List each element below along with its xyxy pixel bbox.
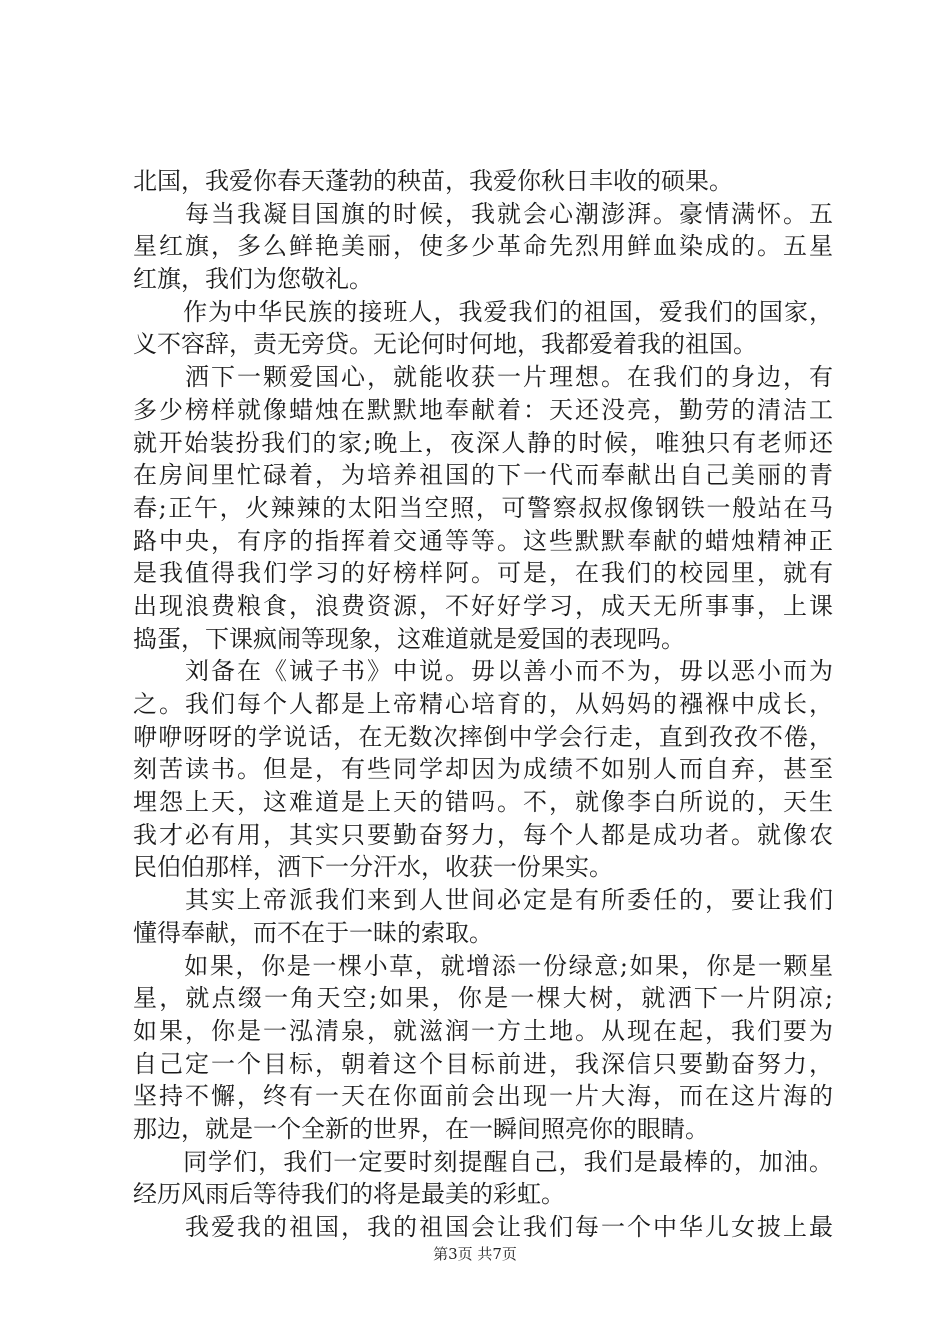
text-line: 我爱我的祖国，我的祖国会让我们每一个中华儿女披上最 [133, 1213, 833, 1241]
text-line: 春;正午，火辣辣的太阳当空照，可警察叔叔像钢铁一般站在马 [133, 493, 833, 522]
page-footer: 第3页 共7页 [433, 1245, 517, 1263]
text-line: 民伯伯那样，洒下一分汗水，收获一份果实。 [133, 853, 613, 882]
text-line: 坚持不懈，终有一天在你面前会出现一片大海，而在这片海的 [133, 1082, 833, 1111]
text-line: 洒下一颗爱国心，就能收获一片理想。在我们的身边，有 [133, 363, 833, 392]
text-line: 出现浪费粮食，浪费资源，不好好学习，成天无所事事，上课 [133, 591, 833, 620]
text-line: 北国，我爱你春天蓬勃的秧苗，我爱你秋日丰收的硕果。 [133, 167, 733, 195]
text-line: 作为中华民族的接班人，我爱我们的祖国，爱我们的国家， [133, 297, 833, 326]
text-line: 刻苦读书。但是，有些同学却因为成绩不如别人而自弃，甚至 [133, 755, 833, 784]
text-line: 捣蛋，下课疯闹等现象，这难道就是爱国的表现吗。 [133, 624, 685, 653]
text-line: 星红旗，多么鲜艳美丽，使多少革命先烈用鲜血染成的。五星 [133, 232, 833, 261]
text-line: 我才必有用，其实只要勤奋努力，每个人都是成功者。就像农 [133, 820, 833, 849]
text-line: 就开始装扮我们的家;晚上，夜深人静的时候，唯独只有老师还 [133, 428, 833, 457]
text-line: 在房间里忙碌着，为培养祖国的下一代而奉献出自己美丽的青 [133, 461, 833, 490]
text-line: 刘备在《诫子书》中说。毋以善小而不为，毋以恶小而为 [133, 657, 833, 686]
text-line: 是我值得我们学习的好榜样阿。可是，在我们的校园里，就有 [133, 559, 833, 588]
text-line: 每当我凝目国旗的时候，我就会心潮澎湃。豪情满怀。五 [133, 199, 833, 228]
text-line: 如果，你是一棵小草，就增添一份绿意;如果，你是一颗星 [133, 951, 833, 980]
text-line: 懂得奉献，而不在于一昧的索取。 [133, 918, 493, 947]
document-body [133, 165, 833, 1244]
text-line: 经历风雨后等待我们的将是最美的彩虹。 [133, 1180, 565, 1209]
text-line: 同学们，我们一定要时刻提醒自己，我们是最棒的，加油。 [133, 1147, 833, 1176]
text-line: 其实上帝派我们来到人世间必定是有所委任的，要让我们 [133, 886, 833, 915]
text-line: 那边，就是一个全新的世界，在一瞬间照亮你的眼睛。 [133, 1114, 709, 1143]
text-line: 埋怨上天，这难道是上天的错吗。不，就像李白所说的，天生 [133, 788, 833, 817]
text-line: 星，就点缀一角天空;如果，你是一棵大树，就洒下一片阴凉; [133, 984, 833, 1013]
text-line: 咿咿呀呀的学说话，在无数次摔倒中学会行走，直到孜孜不倦， [133, 722, 833, 751]
text-line: 多少榜样就像蜡烛在默默地奉献着：天还没亮，勤劳的清洁工 [133, 395, 833, 424]
text-line: 路中央，有序的指挥着交通等等。这些默默奉献的蜡烛精神正 [133, 526, 833, 555]
text-line: 如果，你是一泓清泉，就滋润一方土地。从现在起，我们要为 [133, 1016, 833, 1045]
text-line: 之。我们每个人都是上帝精心培育的，从妈妈的襁褓中成长， [133, 690, 833, 718]
text-line: 红旗，我们为您敬礼。 [133, 265, 373, 294]
text-line: 义不容辞，责无旁贷。无论何时何地，我都爱着我的祖国。 [133, 330, 757, 359]
text-line: 自己定一个目标，朝着这个目标前进，我深信只要勤奋努力， [133, 1049, 833, 1078]
